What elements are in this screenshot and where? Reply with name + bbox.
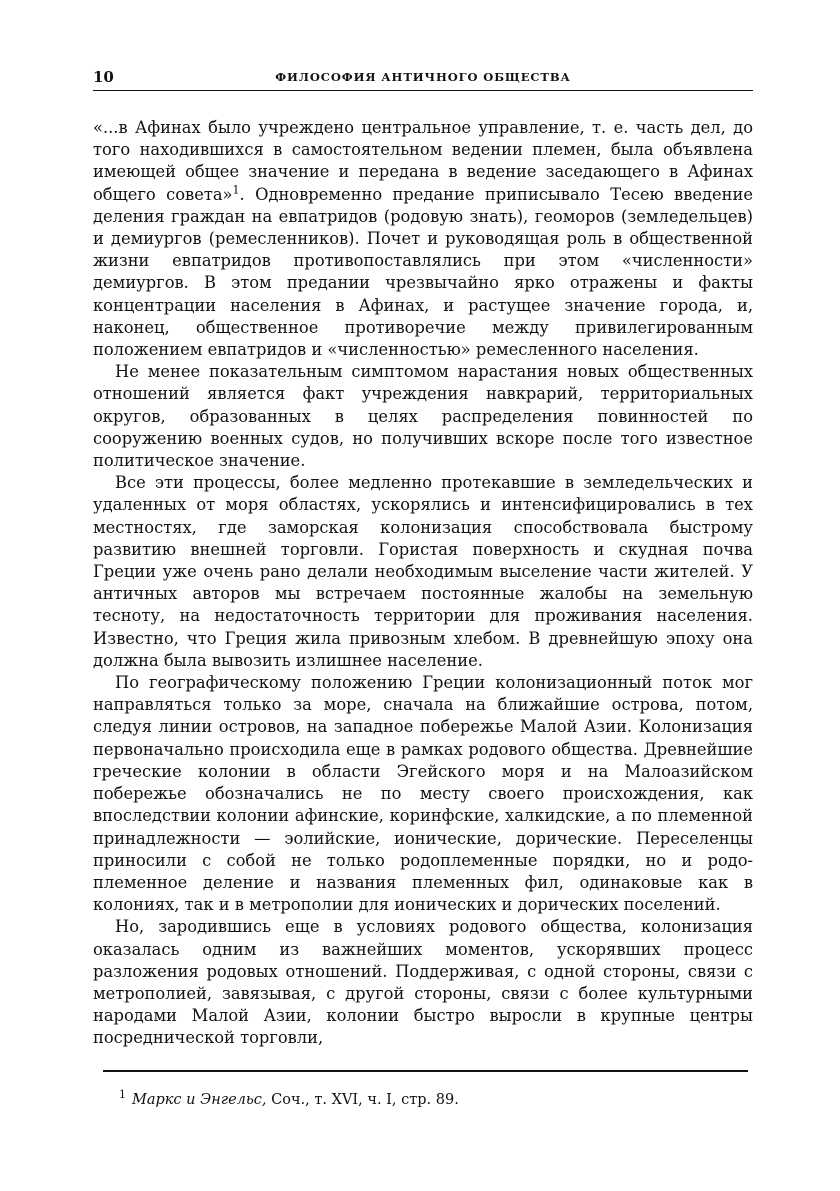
paragraph-1-continuation: . Одновременно предание приписывало Тесею введение деления граждан на евпатридов (родовую знать), геоморов (земледельцев) и демиургов (ремесленников). Почет и руководящая роль в общественной жизни евпатридов противопоставлялись при этом «численности» демиургов. В этом предании чрезвычайно ярко отражены и факты концентрации населения в Афинах, и растущее значение города, и, наконец, общественное противоречие между привилегированным положением евпатридов и «численностью» ремесленного населения. (93, 184, 753, 360)
page-number: 10 (93, 68, 114, 86)
paragraph-5: Но, зародившись еще в условиях родового общества, колонизация оказалась одним из важнейших моментов, ускорявших процесс разложения родовых отношений. Поддерживая, с одной стороны, связи с метрополией, завязывая, с другой стороны, связи с более культурными народами Малой Азии, колонии быстро выросли в крупные центры посреднической торговли, (93, 917, 753, 1048)
footnote-number: 1 (119, 1087, 126, 1101)
paragraph-4: По географическому положению Греции колонизационный поток мог направляться только за море, сначала на ближайшие острова, потом, следуя линии островов, на западное побережье Малой Азии. Колонизация первоначально происходила еще в рамках родового общества. Древнейшие греческие колонии в области Эгейского моря и на Малоазийском побережье обозначались не по месту своего происхождения, как впоследствии колонии афинские, коринфские, халкидские, а по племенной принадлежности — эолийские, ионические, дорические. Переселенцы приносили с собой не только родоплеменные порядки, но и родо-племенное деление и названия племенных фил, одинаковые как в колониях, так и в метрополии для ионических и дорических поселений. (93, 673, 753, 915)
paragraph-3: Все эти процессы, более медленно протекавшие в земледельческих и удаленных от моря областях, ускорялись и интенсифицировались в тех местностях, где заморская колонизация способствовала быстрому развитию внешней торговли. Гористая поверхность и скудная почва Греции уже очень рано делали необходимым выселение части жителей. У античных авторов мы встречаем постоянные жалобы на земельную тесноту, на недостаточность территории для проживания населения. Известно, что Греция жила привозным хлебом. В древнейшую эпоху она должна была вывозить излишнее население. (93, 473, 753, 670)
footnote-rule (103, 1070, 748, 1072)
footnote (119, 1087, 753, 1110)
running-head (93, 66, 753, 88)
paragraph-1 (93, 117, 753, 361)
running-title: ФИЛОСОФИЯ АНТИЧНОГО ОБЩЕСТВА (275, 70, 571, 84)
footnote-reference: 1 (232, 183, 240, 197)
header-rule (93, 90, 753, 91)
footnote-citation: Соч., т. XVI, ч. I, стр. 89. (266, 1091, 459, 1108)
paragraph-1-quote: «...в Афинах было учреждено центральное управление, т. е. часть дел, до того находившихся в самостоятельном ведении племен, была объявлена имеющей общее значение и передана в ведение заседающего в Афинах общего совета» (93, 118, 753, 204)
paragraph-2: Не менее показательным симптомом нарастания новых общественных отношений является факт учреждения навкрарий, территориальных округов, образованных в целях распределения повинностей по сооружению военных судов, но получивших вскоре после того известное политическое значение. (93, 362, 753, 471)
book-page (93, 66, 753, 1110)
footnote-authors: Маркс и Энгельс, (132, 1091, 267, 1108)
body-text (93, 117, 753, 1050)
